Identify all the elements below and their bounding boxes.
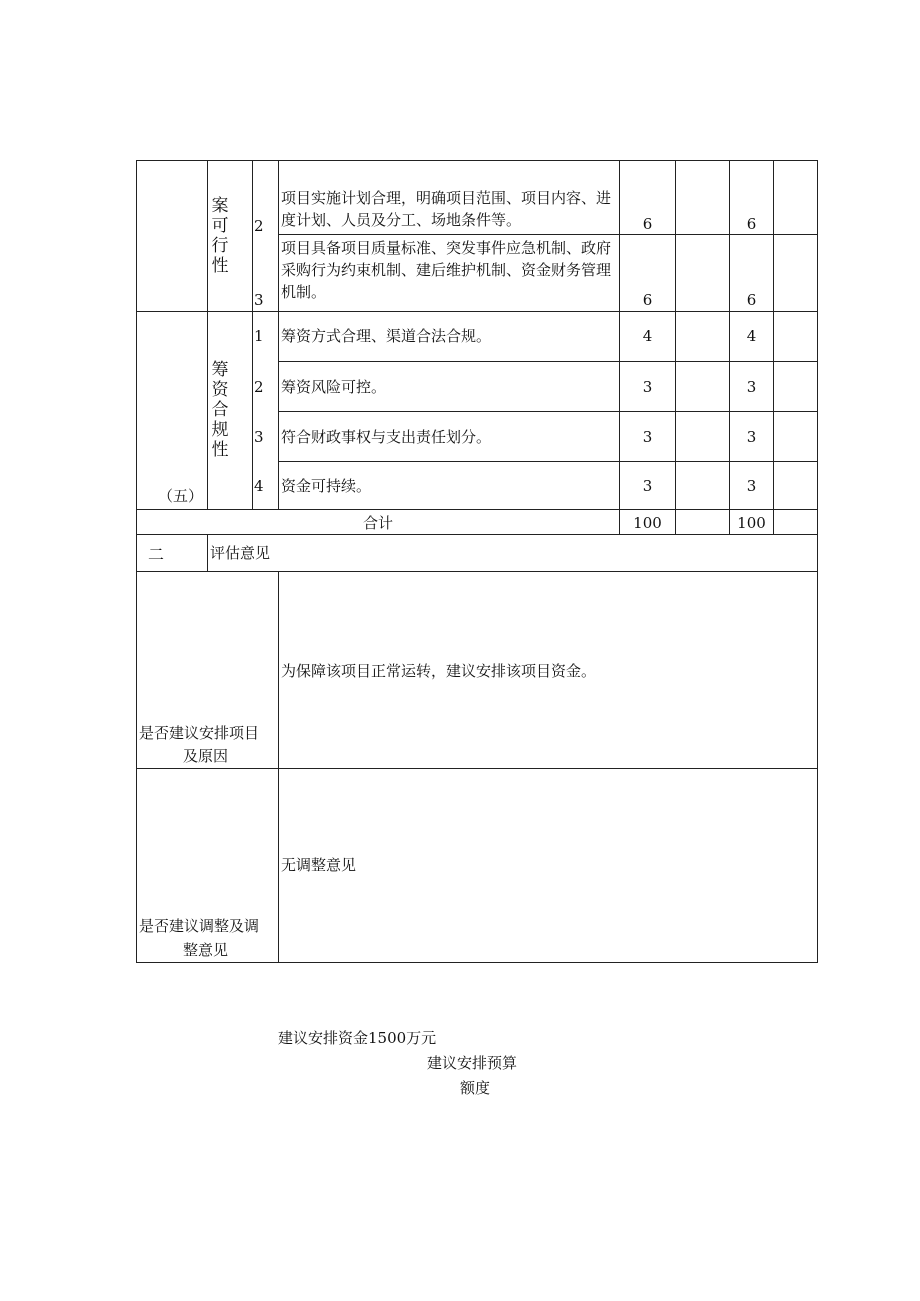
adjust-label: 是否建议调整及调 — [139, 917, 260, 935]
section-number: 二 — [148, 545, 165, 564]
budget-quota-label-cont: 额度 — [460, 1079, 491, 1097]
row-score: 3 — [642, 477, 653, 495]
row-description: 符合财政事权与支出责任划分。 — [281, 428, 492, 446]
row-assessed-score: 3 — [746, 428, 757, 446]
section-title: 评估意见 — [210, 544, 271, 562]
row-score: 3 — [642, 428, 653, 446]
row-index: 2 — [254, 378, 264, 396]
row-score: 3 — [642, 378, 653, 396]
total-label: 合计 — [362, 514, 393, 532]
row-assessed-score: 4 — [746, 327, 757, 345]
total-assessed-score: 100 — [737, 514, 766, 532]
arrange-label: 是否建议安排项目 — [139, 724, 260, 742]
row-score: 4 — [642, 327, 653, 345]
row-description: 资金可持续。 — [281, 477, 372, 495]
arrange-label-cont: 及原因 — [183, 747, 229, 765]
suggested-amount: 建议安排资金1500万元 — [278, 1029, 437, 1047]
row-index: 1 — [254, 327, 264, 345]
category-feasibility: 案 可 行 性 — [211, 196, 229, 276]
section-label: （五） — [158, 487, 204, 505]
row-assessed-score: 3 — [746, 477, 757, 495]
row-assessed-score: 3 — [746, 378, 757, 396]
arrange-opinion-text: 为保障该项目正常运转，建议安排该项目资金。 — [281, 662, 597, 680]
row-description: 项目具备项目质量标准、突发事件应急机制、政府采购行为约束机制、建后维护机制、资金财务管理机制。 — [281, 239, 612, 301]
row-description: 项目实施计划合理，明确项目范围、项目内容、进度计划、人员及分工、场地条件等。 — [281, 189, 612, 229]
row-description: 筹资方式合理、渠道合法合规。 — [281, 327, 492, 345]
row-score: 6 — [642, 215, 653, 233]
row-index: 4 — [254, 477, 264, 495]
row-assessed-score: 6 — [746, 291, 757, 309]
adjust-opinion-text: 无调整意见 — [281, 856, 357, 874]
row-score: 6 — [642, 291, 653, 309]
budget-quota-label: 建议安排预算 — [427, 1054, 518, 1072]
row-index: 3 — [254, 428, 264, 446]
row-description: 筹资风险可控。 — [281, 378, 387, 396]
category-funding-compliance: 筹 资 合 规 性 — [211, 360, 229, 460]
row-index: 2 — [254, 217, 264, 235]
adjust-label-cont: 整意见 — [183, 941, 229, 959]
row-index: 3 — [254, 291, 264, 309]
total-score: 100 — [633, 514, 662, 532]
row-assessed-score: 6 — [746, 215, 757, 233]
